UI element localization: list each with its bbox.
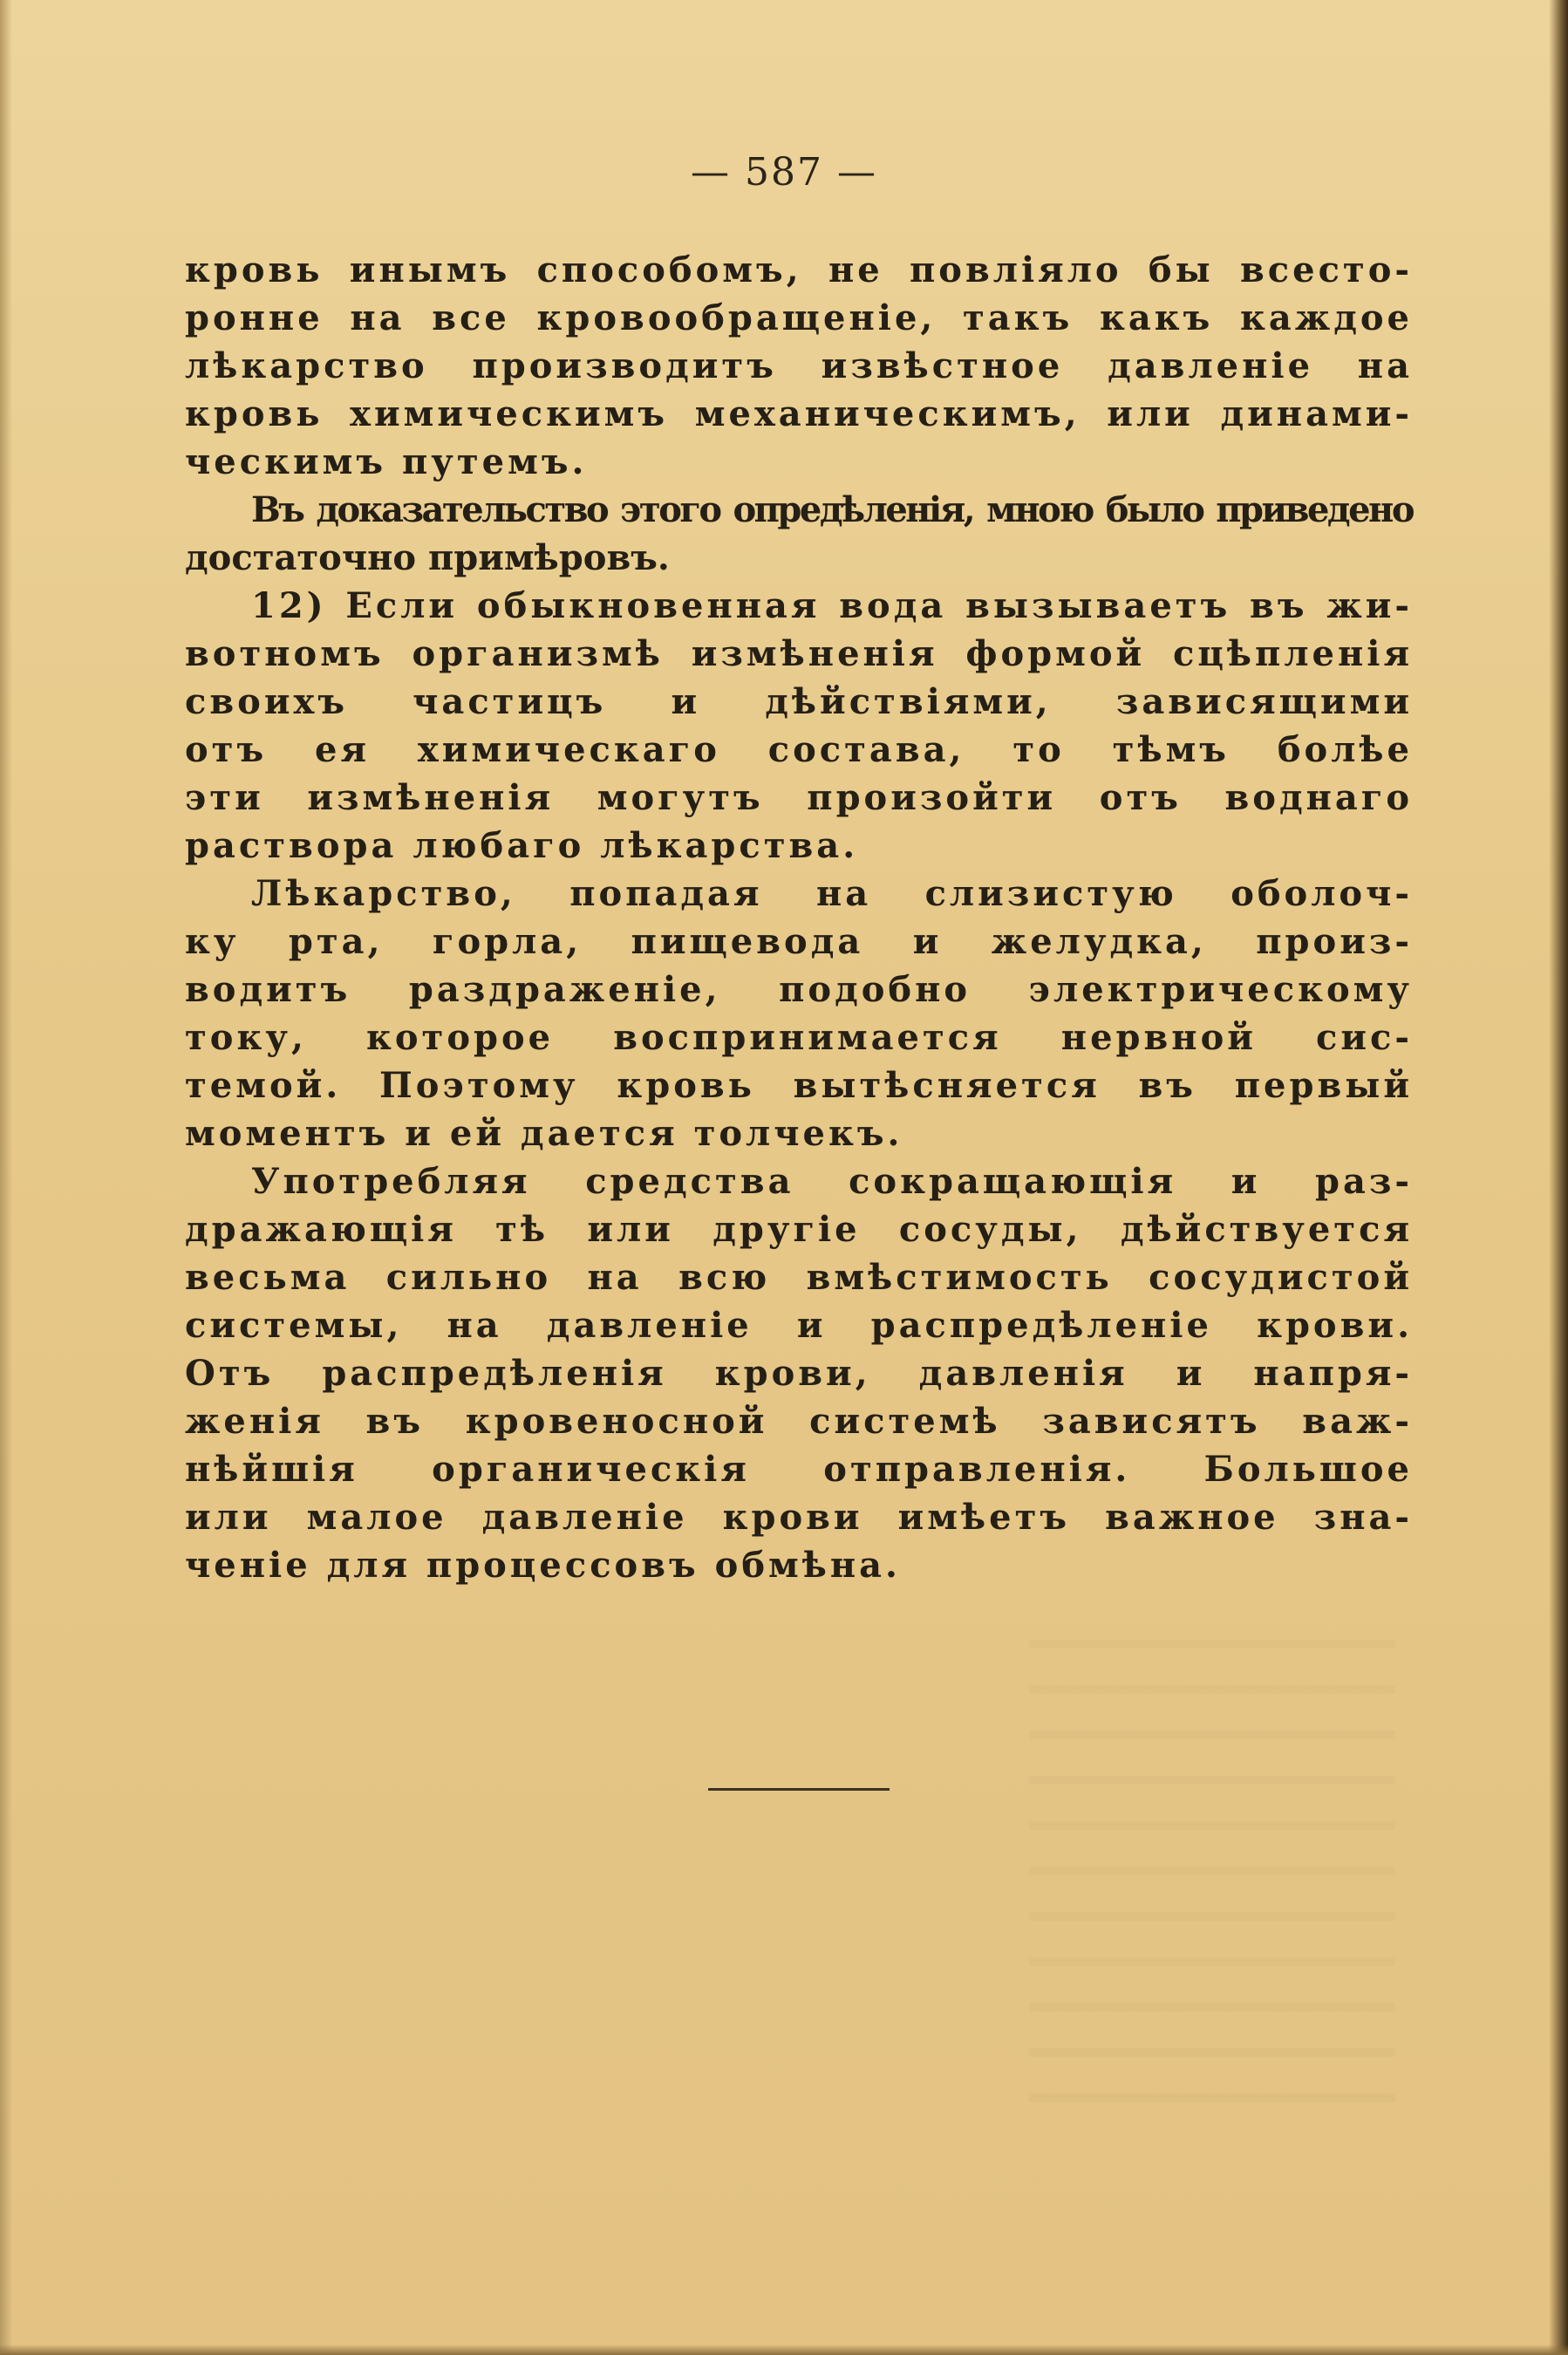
text-line: эти измѣненія могутъ произойти отъ воднаго — [185, 777, 1413, 818]
page-right-edge — [1549, 0, 1568, 2355]
text-line: лѣкарство производитъ извѣстное давленіе на — [185, 345, 1413, 386]
text-line: ку рта, горла, пищевода и желудка, произ- — [185, 921, 1413, 962]
text-line: раствора любаго лѣкарства. — [185, 825, 859, 866]
body-text — [185, 246, 1413, 1589]
text-line: дражающія тѣ или другіе сосуды, дѣйствуется — [185, 1209, 1413, 1250]
text-line: Отъ распредѣленія крови, давленія и напря- — [185, 1353, 1413, 1394]
text-line: системы, на давленіе и распредѣленіе крови. — [185, 1305, 1413, 1346]
text-line: Лѣкарство, попадая на слизистую оболоч- — [251, 873, 1413, 914]
text-line: женія въ кровеносной системѣ зависятъ важ- — [185, 1401, 1413, 1442]
page-bottom-edge — [0, 2345, 1568, 2355]
text-line: 12) Если обыкновенная вода вызываетъ въ жи- — [251, 585, 1413, 626]
show-through-text — [1029, 1640, 1395, 2128]
text-line: вотномъ организмѣ измѣненія формой сцѣпленія — [185, 633, 1413, 674]
text-line: ческимъ путемъ. — [185, 441, 588, 482]
text-line: водитъ раздраженіе, подобно электрическому — [185, 969, 1413, 1010]
text-line: весьма сильно на всю вмѣстимость сосудистой — [185, 1257, 1413, 1298]
text-line: нѣйшія органическія отправленія. Большое — [185, 1449, 1413, 1490]
text-line: моментъ и ей дается толчекъ. — [185, 1113, 903, 1154]
text-line: кровь химическимъ механическимъ, или динами- — [185, 393, 1413, 434]
text-line: или малое давленіе крови имѣетъ важное зна- — [185, 1497, 1413, 1538]
page-number: — 587 — — [691, 150, 877, 195]
text-line: Употребляя средства сокращающія и раз- — [251, 1161, 1413, 1202]
text-line: достаточно примѣровъ. — [185, 537, 670, 578]
text-line: току, которое воспринимается нервной сис- — [185, 1017, 1413, 1058]
text-line: ронне на все кровообращеніе, такъ какъ каждое — [185, 297, 1413, 338]
text-line: своихъ частицъ и дѣйствіями, зависящими — [185, 681, 1413, 722]
page-gutter-shadow — [0, 0, 12, 2355]
text-line: отъ ея химическаго состава, то тѣмъ болѣе — [185, 729, 1413, 770]
text-line: ченіе для процессовъ обмѣна. — [185, 1545, 901, 1586]
text-line: Въ доказательство этого опредѣленія, мною было приведено — [251, 489, 1413, 530]
section-divider — [708, 1788, 890, 1791]
text-line: кровь инымъ способомъ, не повліяло бы всесто- — [185, 249, 1413, 290]
text-line: темой. Поэтому кровь вытѣсняется въ первый — [185, 1065, 1413, 1106]
